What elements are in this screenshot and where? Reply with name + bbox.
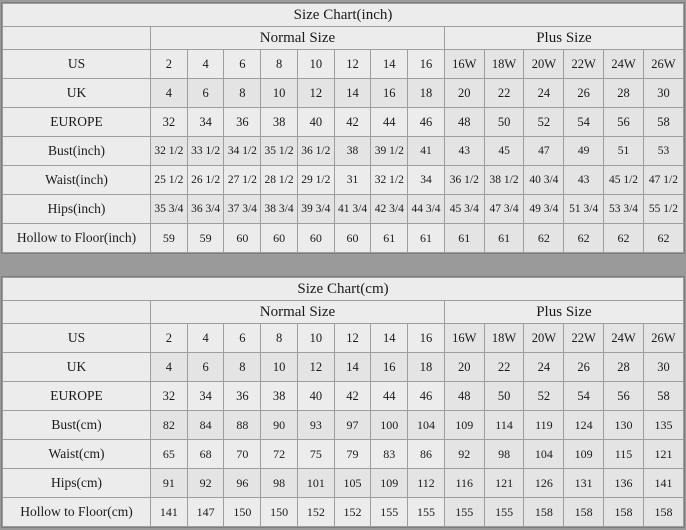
cell: 60	[224, 224, 261, 253]
cell: 12	[297, 353, 334, 382]
cell: 56	[604, 108, 644, 137]
cell: 44	[371, 382, 408, 411]
cell: 53	[643, 137, 683, 166]
cell: 59	[151, 224, 188, 253]
cell: 104	[408, 411, 445, 440]
table-row	[3, 79, 684, 108]
cell: 18W	[484, 324, 524, 353]
cell: 12	[334, 324, 371, 353]
cell: 30	[643, 79, 683, 108]
cell: 27 1/2	[224, 166, 261, 195]
cell: 53 3/4	[604, 195, 644, 224]
cell: 60	[334, 224, 371, 253]
cell: 98	[484, 440, 524, 469]
page-title: Size Chart(inch)	[3, 4, 684, 27]
cell: 96	[224, 469, 261, 498]
cell: 20W	[524, 50, 564, 79]
cell: 32 1/2	[371, 166, 408, 195]
cell: 32 1/2	[151, 137, 188, 166]
cell: 58	[643, 382, 683, 411]
size-chart-cm	[1, 276, 685, 528]
cell: 51	[604, 137, 644, 166]
table-row	[3, 353, 684, 382]
cell: 14	[371, 324, 408, 353]
size-chart-inch	[1, 2, 685, 254]
row-label-uk: UK	[3, 79, 151, 108]
cell: 10	[261, 79, 298, 108]
cell: 141	[151, 498, 188, 527]
cell: 61	[371, 224, 408, 253]
table-row	[3, 324, 684, 353]
cell: 16W	[444, 50, 484, 79]
cell: 150	[224, 498, 261, 527]
cell: 36	[224, 382, 261, 411]
cell: 141	[643, 469, 683, 498]
row-label-us: US	[3, 50, 151, 79]
cell: 43	[564, 166, 604, 195]
cell: 75	[297, 440, 334, 469]
cell: 62	[604, 224, 644, 253]
cell: 45 1/2	[604, 166, 644, 195]
cell: 79	[334, 440, 371, 469]
cell: 16	[408, 324, 445, 353]
cell: 38 1/2	[484, 166, 524, 195]
row-label-hips: Hips(cm)	[3, 469, 151, 498]
cell: 34	[408, 166, 445, 195]
cell: 4	[187, 324, 224, 353]
cell: 58	[643, 108, 683, 137]
cell: 18	[408, 353, 445, 382]
cell: 2	[151, 324, 188, 353]
cell: 45 3/4	[444, 195, 484, 224]
cell: 22	[484, 353, 524, 382]
table-row	[3, 411, 684, 440]
cell: 46	[408, 108, 445, 137]
cell: 121	[643, 440, 683, 469]
cell: 24W	[604, 50, 644, 79]
cell: 40 3/4	[524, 166, 564, 195]
cell: 10	[297, 50, 334, 79]
cell: 72	[261, 440, 298, 469]
cell: 158	[604, 498, 644, 527]
cell: 8	[224, 79, 261, 108]
cell: 20	[444, 353, 484, 382]
cell: 38 3/4	[261, 195, 298, 224]
table-row	[3, 224, 684, 253]
cell: 150	[261, 498, 298, 527]
cell: 22W	[564, 324, 604, 353]
cell: 18W	[484, 50, 524, 79]
cell: 116	[444, 469, 484, 498]
row-label-hollow-to-floor: Hollow to Floor(cm)	[3, 498, 151, 527]
cell: 155	[484, 498, 524, 527]
cell: 109	[444, 411, 484, 440]
page-title: Size Chart(cm)	[3, 278, 684, 301]
cell: 98	[261, 469, 298, 498]
cell: 12	[334, 50, 371, 79]
group-header-normal-size: Normal Size	[151, 27, 445, 50]
cell: 136	[604, 469, 644, 498]
cell: 4	[151, 353, 188, 382]
cell: 119	[524, 411, 564, 440]
cell: 31	[334, 166, 371, 195]
row-label-bust: Bust(cm)	[3, 411, 151, 440]
cell: 135	[643, 411, 683, 440]
cell: 4	[151, 79, 188, 108]
cell: 34 1/2	[224, 137, 261, 166]
cell: 109	[371, 469, 408, 498]
cell: 84	[187, 411, 224, 440]
cell: 4	[187, 50, 224, 79]
row-label-hollow-to-floor: Hollow to Floor(inch)	[3, 224, 151, 253]
table-row	[3, 440, 684, 469]
cell: 50	[484, 108, 524, 137]
cell: 155	[371, 498, 408, 527]
row-label-europe: EUROPE	[3, 382, 151, 411]
cell: 6	[224, 50, 261, 79]
cell: 62	[524, 224, 564, 253]
table-row	[3, 469, 684, 498]
cell: 44 3/4	[408, 195, 445, 224]
cell: 28	[604, 353, 644, 382]
table-row	[3, 498, 684, 527]
cell: 12	[297, 79, 334, 108]
row-label-hips: Hips(inch)	[3, 195, 151, 224]
row-label-waist: Waist(cm)	[3, 440, 151, 469]
cell: 115	[604, 440, 644, 469]
cell: 60	[297, 224, 334, 253]
cell: 26	[564, 79, 604, 108]
cell: 29 1/2	[297, 166, 334, 195]
cell: 14	[334, 79, 371, 108]
size-chart-inch-table	[2, 3, 684, 253]
cell: 48	[444, 108, 484, 137]
cell: 39 3/4	[297, 195, 334, 224]
cell: 22W	[564, 50, 604, 79]
cell: 24	[524, 353, 564, 382]
cell: 34	[187, 108, 224, 137]
cell: 32	[151, 382, 188, 411]
cell: 38	[261, 108, 298, 137]
cell: 26 1/2	[187, 166, 224, 195]
corner-cell	[3, 301, 151, 324]
cell: 42	[334, 108, 371, 137]
cell: 22	[484, 79, 524, 108]
cell: 83	[371, 440, 408, 469]
cell: 112	[408, 469, 445, 498]
cell: 42 3/4	[371, 195, 408, 224]
cell: 61	[484, 224, 524, 253]
cell: 88	[224, 411, 261, 440]
cell: 25 1/2	[151, 166, 188, 195]
cell: 24W	[604, 324, 644, 353]
cell: 65	[151, 440, 188, 469]
cell: 47 3/4	[484, 195, 524, 224]
cell: 91	[151, 469, 188, 498]
cell: 36 1/2	[297, 137, 334, 166]
cell: 54	[564, 382, 604, 411]
row-label-bust: Bust(inch)	[3, 137, 151, 166]
cell: 33 1/2	[187, 137, 224, 166]
cell: 20W	[524, 324, 564, 353]
cell: 34	[187, 382, 224, 411]
cell: 60	[261, 224, 298, 253]
row-label-uk: UK	[3, 353, 151, 382]
cell: 52	[524, 382, 564, 411]
cell: 51 3/4	[564, 195, 604, 224]
cell: 45	[484, 137, 524, 166]
table-row	[3, 50, 684, 79]
cell: 90	[261, 411, 298, 440]
cell: 92	[187, 469, 224, 498]
cell: 147	[187, 498, 224, 527]
cell: 42	[334, 382, 371, 411]
cell: 61	[444, 224, 484, 253]
cell: 8	[224, 353, 261, 382]
cell: 104	[524, 440, 564, 469]
cell: 16	[371, 79, 408, 108]
cell: 101	[297, 469, 334, 498]
cell: 44	[371, 108, 408, 137]
cell: 2	[151, 50, 188, 79]
cell: 14	[334, 353, 371, 382]
cell: 49	[564, 137, 604, 166]
chart-group-header-row	[3, 27, 684, 50]
table-row	[3, 382, 684, 411]
cell: 28	[604, 79, 644, 108]
cell: 28 1/2	[261, 166, 298, 195]
cell: 41	[408, 137, 445, 166]
row-label-europe: EUROPE	[3, 108, 151, 137]
cell: 56	[604, 382, 644, 411]
table-row	[3, 108, 684, 137]
cell: 131	[564, 469, 604, 498]
group-header-plus-size: Plus Size	[444, 27, 683, 50]
chart-group-header-row	[3, 301, 684, 324]
cell: 36 1/2	[444, 166, 484, 195]
cell: 16W	[444, 324, 484, 353]
cell: 10	[261, 353, 298, 382]
cell: 155	[408, 498, 445, 527]
table-row	[3, 166, 684, 195]
cell: 130	[604, 411, 644, 440]
cell: 26W	[643, 50, 683, 79]
cell: 6	[187, 79, 224, 108]
cell: 24	[524, 79, 564, 108]
cell: 55 1/2	[643, 195, 683, 224]
cell: 152	[334, 498, 371, 527]
cell: 114	[484, 411, 524, 440]
cell: 126	[524, 469, 564, 498]
cell: 32	[151, 108, 188, 137]
size-chart-cm-table	[2, 277, 684, 527]
corner-cell	[3, 27, 151, 50]
cell: 68	[187, 440, 224, 469]
table-row	[3, 195, 684, 224]
cell: 47 1/2	[643, 166, 683, 195]
row-label-waist: Waist(inch)	[3, 166, 151, 195]
cell: 93	[297, 411, 334, 440]
cell: 35 3/4	[151, 195, 188, 224]
cell: 121	[484, 469, 524, 498]
cell: 26W	[643, 324, 683, 353]
cell: 92	[444, 440, 484, 469]
cell: 82	[151, 411, 188, 440]
cell: 97	[334, 411, 371, 440]
cell: 36 3/4	[187, 195, 224, 224]
cell: 158	[524, 498, 564, 527]
group-header-normal-size: Normal Size	[151, 301, 445, 324]
cell: 158	[564, 498, 604, 527]
cell: 46	[408, 382, 445, 411]
cell: 70	[224, 440, 261, 469]
cell: 40	[297, 382, 334, 411]
cell: 105	[334, 469, 371, 498]
cell: 16	[371, 353, 408, 382]
cell: 61	[408, 224, 445, 253]
cell: 41 3/4	[334, 195, 371, 224]
cell: 26	[564, 353, 604, 382]
cell: 39 1/2	[371, 137, 408, 166]
cell: 109	[564, 440, 604, 469]
cell: 86	[408, 440, 445, 469]
cell: 36	[224, 108, 261, 137]
cell: 38	[261, 382, 298, 411]
cell: 20	[444, 79, 484, 108]
cell: 8	[261, 50, 298, 79]
cell: 6	[224, 324, 261, 353]
cell: 30	[643, 353, 683, 382]
cell: 62	[643, 224, 683, 253]
cell: 124	[564, 411, 604, 440]
cell: 47	[524, 137, 564, 166]
cell: 100	[371, 411, 408, 440]
cell: 40	[297, 108, 334, 137]
cell: 35 1/2	[261, 137, 298, 166]
table-row	[3, 137, 684, 166]
cell: 50	[484, 382, 524, 411]
cell: 54	[564, 108, 604, 137]
cell: 37 3/4	[224, 195, 261, 224]
chart-title-row	[3, 278, 684, 301]
cell: 8	[261, 324, 298, 353]
cell: 48	[444, 382, 484, 411]
group-header-plus-size: Plus Size	[444, 301, 683, 324]
cell: 16	[408, 50, 445, 79]
cell: 10	[297, 324, 334, 353]
cell: 6	[187, 353, 224, 382]
cell: 158	[643, 498, 683, 527]
cell: 62	[564, 224, 604, 253]
cell: 52	[524, 108, 564, 137]
cell: 155	[444, 498, 484, 527]
cell: 43	[444, 137, 484, 166]
cell: 18	[408, 79, 445, 108]
cell: 59	[187, 224, 224, 253]
cell: 152	[297, 498, 334, 527]
chart-title-row	[3, 4, 684, 27]
cell: 38	[334, 137, 371, 166]
cell: 49 3/4	[524, 195, 564, 224]
cell: 14	[371, 50, 408, 79]
row-label-us: US	[3, 324, 151, 353]
